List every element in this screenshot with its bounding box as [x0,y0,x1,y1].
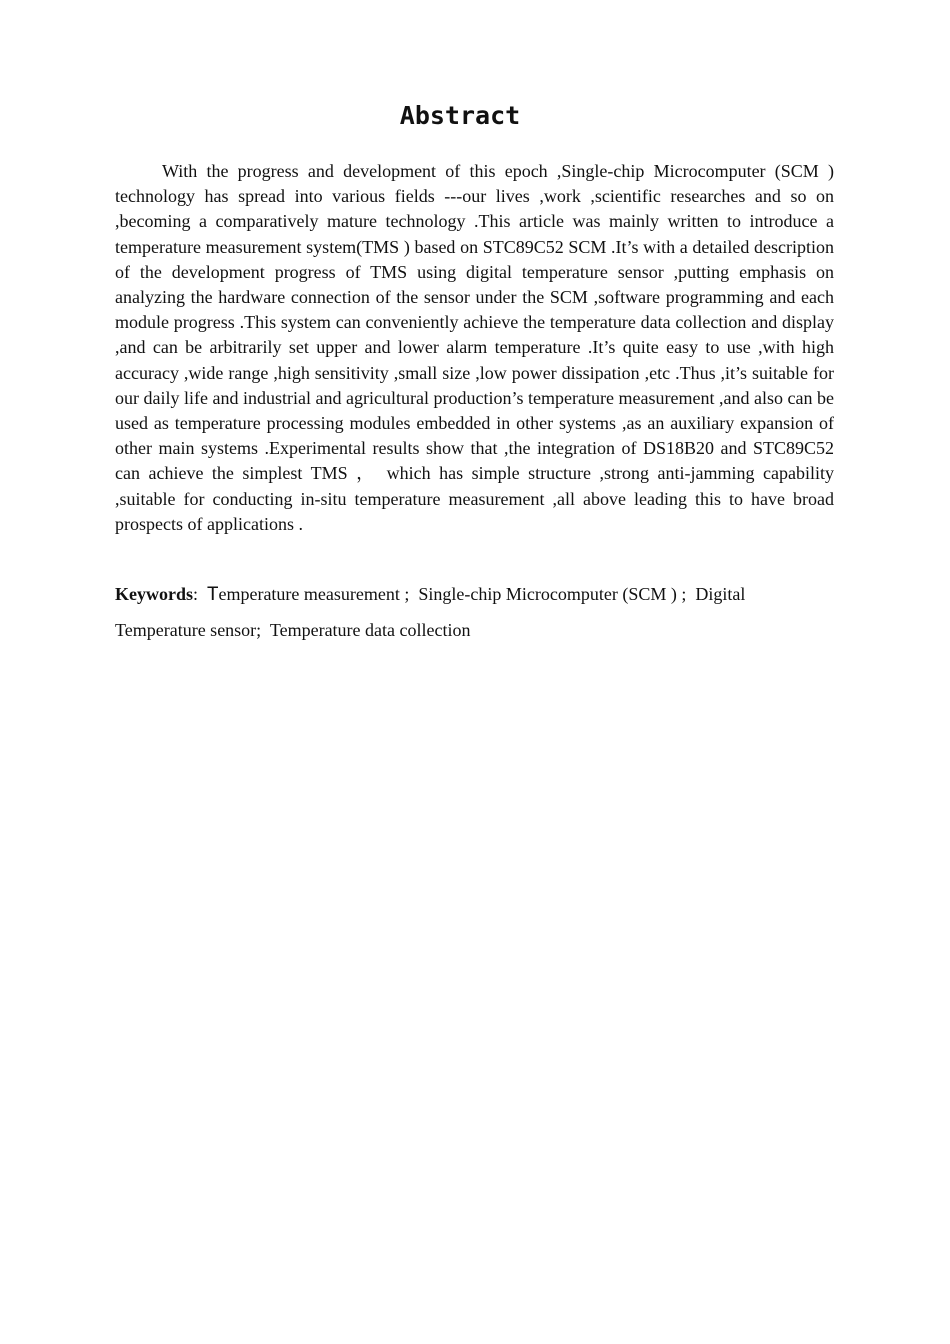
abstract-title: Abstract [399,101,521,130]
keywords-separator: : [193,584,208,604]
abstract-body: With the progress and development of this epoch ,Single-chip Microcomputer (SCM ) technology has spread into various fields ---our lives ,work ,scientific researches and so on ,becoming a comparatively mature technology .This article was mainly written to introduce a temperature measurement system(TMS ) based on STC89C52 SCM .It’s with a detailed description of the development progress of TMS using digital temperature sensor ,putting emphasis on analyzing the hardware connection of the sensor under the SCM ,software programming and each module progress .This system can conveniently achieve the temperature data collection and display ,and can be arbitrarily set upper and lower alarm temperature .It’s quite easy to use ,with high accuracy ,wide range ,high sensitivity ,small size ,low power dissipation ,etc .Thus ,it’s suitable for our daily life and industrial and agricultural production’s temperature measurement ,and also can be used as temperature processing modules embedded in other systems ,as an auxiliary expansion of other main systems .Experimental results show that ,the integration of DS18B20 and STC89C52 can achieve the simplest TMS ， which has simple structure ,strong anti-jamming capability ,suitable for conducting in-situ temperature measurement ,all above leading this to have broad prospects of applications . [115,161,834,534]
keywords-first-initial: T [207,583,219,605]
keywords-line [115,576,834,648]
keywords-label: Keywords [115,584,193,604]
keywords-text: emperature measurement ; Single-chip Microcomputer (SCM ) ; Digital Temperature sensor; Temperature data collection [115,584,746,640]
